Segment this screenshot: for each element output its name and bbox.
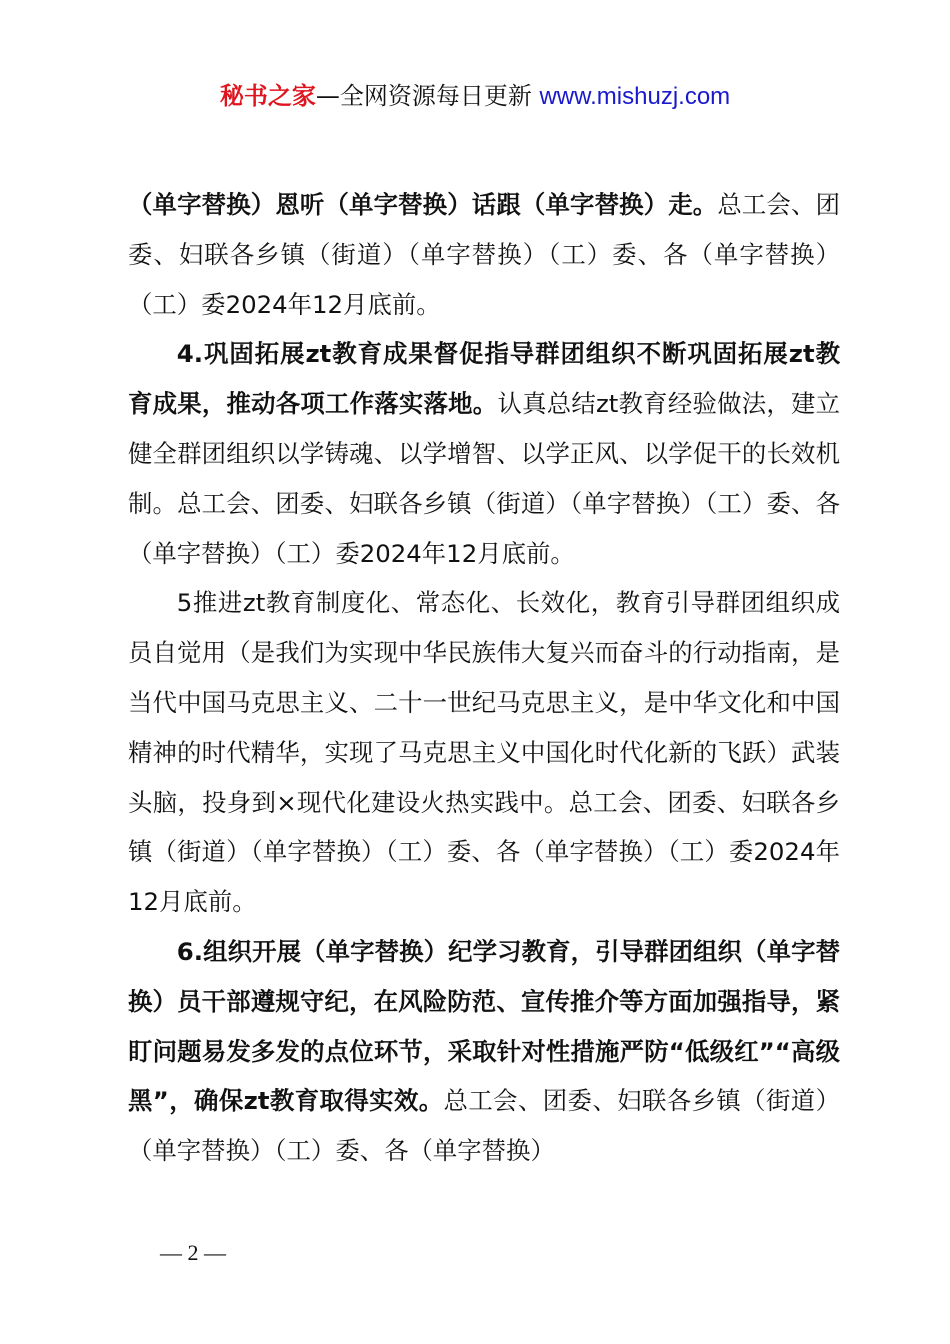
paragraph-2-text: 认真总结zt教育经验做法，建立健全群团组织以学铸魂、以学增智、以学正风、以学促干的长效机制。总工会、团委、妇联各乡镇（街道）（单字替换）（工）委、各（单字替换）（工）委2024年12月底前。 [128,389,840,568]
header-tagline: —全网资源每日更新 [315,82,540,110]
paragraph-4 [128,927,840,1176]
paragraph-1-bold: （单字替换）恩听（单字替换）话跟（单字替换）走。 [128,190,718,219]
paragraph-1 [128,180,840,329]
paragraph-2-bold: 4.巩固拓展zt教育成果督促指导群团组织不断巩固拓展zt教育成果，推动各项工作落实落地。 [128,339,840,419]
brand-name: 秘书之家 [219,82,316,110]
site-url-link[interactable]: www.mishuzj.com [539,83,731,110]
paragraph-4-text: 总工会、团委、妇联各乡镇（街道）（单字替换）（工）委、各（单字替换） [128,1086,840,1166]
paragraph-3 [128,578,840,927]
document-body [128,180,840,1176]
paragraph-4-bold: 6.组织开展（单字替换）纪学习教育，引导群团组织（单字替换）员干部遵规守纪，在风险防范、宣传推介等方面加强指导，紧盯问题易发多发的点位环节，采取针对性措施严防“低级红”“高级黑”，确保zt教育取得实效。 [128,936,840,1116]
paragraph-3-text: 5推进zt教育制度化、常态化、长效化，教育引导群团组织成员自觉用（是我们为实现中华民族伟大复兴而奋斗的行动指南，是当代中国马克思主义、二十一世纪马克思主义，是中华文化和中国精神的时代精华，实现了马克思主义中国化时代化新的飞跃）武装头脑，投身到×现代化建设火热实践中。总工会、团委、妇联各乡镇（街道）（单字替换）（工）委、各（单字替换）（工）委2024年12月底前。 [128,588,840,917]
paragraph-2 [128,329,840,578]
page-number: — 2 — [160,1240,226,1265]
paragraph-1-text: 总工会、团委、妇联各乡镇（街道）（单字替换）（工）委、各（单字替换）（工）委2024年12月底前。 [128,190,840,319]
site-header [0,80,950,113]
